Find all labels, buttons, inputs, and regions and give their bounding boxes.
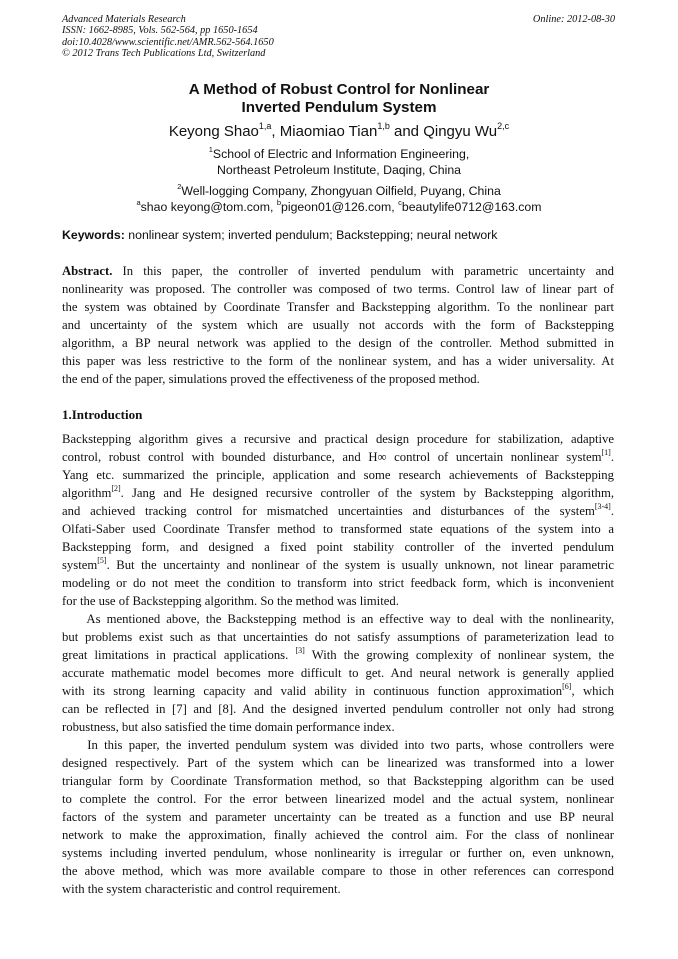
email-sup: a — [136, 198, 141, 207]
copyright-line: © 2012 Trans Tech Publications Ltd, Switzerland — [62, 48, 266, 60]
body-line — [62, 502, 614, 520]
body-line — [62, 790, 614, 808]
body-text: As mentioned above, the Backstepping method is an effective way to deal with the nonlinearity, — [62, 612, 614, 626]
body-line — [62, 574, 614, 592]
abstract-line: In this paper, the controller of inverted pendulum with parametric uncertainty and — [112, 264, 614, 278]
abstract — [62, 262, 614, 388]
doi-line: doi:10.4028/www.scientific.net/AMR.562-564.1650 — [62, 36, 274, 48]
body-text: triangular form by Coordinate Transformation method, so that Backstepping algorithm can be used — [62, 774, 614, 788]
body-text: modeling or do not meet the condition to transform into strict feedback form, which is inconvenient — [62, 576, 614, 590]
body-text: algorithm — [62, 486, 112, 500]
paper-title — [62, 81, 616, 117]
body-line — [62, 466, 614, 484]
body-text: . — [610, 450, 614, 464]
body-text: With the growing complexity of nonlinear system, the — [304, 648, 614, 662]
body-text: Backstepping form, and designed a fixed point stability controller of the inverted pendulum — [62, 540, 614, 554]
body-line — [62, 538, 614, 556]
body-text: the above method, which was more available compare to those in other references can correspond — [62, 864, 614, 878]
citation-sup: [5] — [97, 556, 107, 565]
journal-header — [62, 14, 274, 60]
author-affil-sup: 1,b — [377, 121, 390, 131]
body-text: with the system characteristic and control requirement. — [62, 882, 341, 896]
body-line — [62, 736, 614, 754]
body-line — [62, 556, 614, 574]
author-separator: , — [271, 123, 280, 140]
affiliation-1 — [62, 146, 616, 178]
keywords — [62, 228, 497, 242]
abstract-line: nonlinearity was proposed. The controller was composed of two terms. Control law of linear part of — [62, 282, 614, 296]
affil-sup: 2 — [177, 182, 182, 191]
affil-2-line-1: Well-logging Company, Zhongyuan Oilfield, Puyang, China — [181, 184, 501, 198]
affil-sup: 1 — [208, 145, 213, 154]
body-text: accurate mathematic model becomes more difficult to get. And neural network is generally applied — [62, 666, 614, 680]
body-text: system — [62, 558, 98, 572]
body-text: . — [610, 504, 614, 518]
body-line — [62, 700, 614, 718]
body-text: network to make the approximation, finally achieved the control aim. For the class of nonlinear — [62, 828, 614, 842]
email-address: pigeon01@126.com, — [281, 200, 399, 214]
affil-1-line-2: Northeast Petroleum Institute, Daqing, China — [216, 163, 462, 177]
citation-sup: [3] — [295, 646, 305, 655]
body-text: with its strong learning capacity and valid ability in continuous function approximation — [62, 684, 563, 698]
body-text: can be reflected in [7] and [8]. And the designed inverted pendulum controller not only had strong — [62, 702, 614, 716]
body-line — [62, 592, 614, 610]
body-line — [62, 610, 614, 628]
affiliation-2 — [62, 183, 616, 215]
author-separator: and — [389, 123, 424, 140]
intro-body — [62, 430, 614, 898]
body-line — [62, 718, 614, 736]
body-text: but problems exist such as that uncertainties do not satisfy assumptions of parameterization lead to — [62, 630, 614, 644]
body-text: factors of the system and parameter uncertainty can be treated as a function and use BP neural — [62, 810, 614, 824]
keywords-label: Keywords: — [62, 228, 125, 242]
body-text: systems including inverted pendulum, whose nonlinearity is irregular or further on, even unknown, — [62, 846, 614, 860]
body-line — [62, 844, 614, 862]
abstract-line: algorithm, a BP neural network was applied to the design of the controller. Method submitted in — [62, 336, 614, 350]
author-name: Keyong Shao — [168, 123, 259, 140]
body-line — [62, 448, 614, 466]
title-line-2: Inverted Pendulum System — [241, 99, 437, 116]
email-address: shao keyong@tom.com, — [140, 200, 277, 214]
body-line — [62, 484, 614, 502]
body-line — [62, 646, 614, 664]
body-line — [62, 520, 614, 538]
citation-sup: [1] — [601, 448, 611, 457]
abstract-line: and uncertainty of the system which are usually not accords with the form of Backstepping — [62, 318, 614, 332]
author-affil-sup: 2,c — [497, 121, 510, 131]
body-line — [62, 628, 614, 646]
body-text: Yang etc. summarized the principle, application and some research achievements of Backstepping — [62, 468, 614, 482]
affil-1-line-1: School of Electric and Information Engineering, — [212, 147, 470, 161]
body-text: robustness, but also satisfied the time domain performance index. — [62, 720, 395, 734]
body-line — [62, 664, 614, 682]
email-line — [62, 199, 616, 215]
author-list — [62, 123, 616, 140]
author-name: Qingyu Wu — [423, 123, 498, 140]
citation-sup: [3-4] — [594, 502, 611, 511]
body-text: In this paper, the inverted pendulum system was divided into two parts, whose controllers were — [62, 738, 614, 752]
body-text: great limitations in practical applications. — [62, 648, 296, 662]
issn-line: ISSN: 1662-8985, Vols. 562-564, pp 1650-1654 — [62, 25, 258, 37]
body-line — [62, 772, 614, 790]
body-text: control, robust control with bounded disturbance, and H∞ control of uncertain nonlinear system — [62, 450, 602, 464]
body-line — [62, 682, 614, 700]
section-heading: 1.Introduction — [62, 407, 143, 422]
body-line — [62, 754, 614, 772]
body-line — [62, 880, 614, 898]
body-line — [62, 430, 614, 448]
online-date: Online: 2012-08-30 — [532, 14, 615, 25]
body-text: Olfati-Saber used Coordinate Transfer method to transformed state equations of the system into a — [62, 522, 614, 536]
citation-sup: [6] — [562, 682, 572, 691]
author-name: Miaomiao Tian — [279, 123, 378, 140]
body-text: . But the uncertainty and nonlinear of the system is usually unknown, not linear parametric — [106, 558, 614, 572]
body-line — [62, 826, 614, 844]
body-text: , which — [571, 684, 614, 698]
abstract-label: Abstract. — [62, 264, 113, 278]
keywords-text: nonlinear system; inverted pendulum; Backstepping; neural network — [124, 228, 498, 242]
body-text: to complete the control. For the error between linearized model and the actual system, nonlinear — [62, 792, 614, 806]
author-affil-sup: 1,a — [258, 121, 272, 131]
email-address: beautylife0712@163.com — [401, 200, 542, 214]
title-line-1: A Method of Robust Control for Nonlinear — [188, 81, 490, 98]
email-sup: b — [276, 198, 282, 207]
body-text: . Jang and He designed recursive controller of the system by Backstepping algorithm, — [120, 486, 614, 500]
body-line — [62, 862, 614, 880]
abstract-line: the end of the paper, simulations proved the effectiveness of the proposed method. — [62, 372, 480, 386]
body-text: and achieved tracking control for mismatched uncertainties and disturbances of the system — [62, 504, 595, 518]
journal-name: Advanced Materials Research — [62, 14, 186, 25]
body-text: designed respectively. Part of the system which can be linearized was transformed into a lower — [62, 756, 614, 770]
body-text: for the use of Backstepping algorithm. So the method was limited. — [62, 594, 399, 608]
body-line — [62, 808, 614, 826]
abstract-line: the system was obtained by Coordinate Transfer and Backstepping algorithm. To the nonlinear part — [62, 300, 614, 314]
email-sup: c — [398, 198, 402, 207]
citation-sup: [2] — [111, 484, 121, 493]
abstract-line: this paper was less restrictive to the form of the nonlinear system, and has a wider universality. At — [62, 354, 614, 368]
body-text: Backstepping algorithm gives a recursive and practical design procedure for stabilization, adaptive — [62, 432, 614, 446]
